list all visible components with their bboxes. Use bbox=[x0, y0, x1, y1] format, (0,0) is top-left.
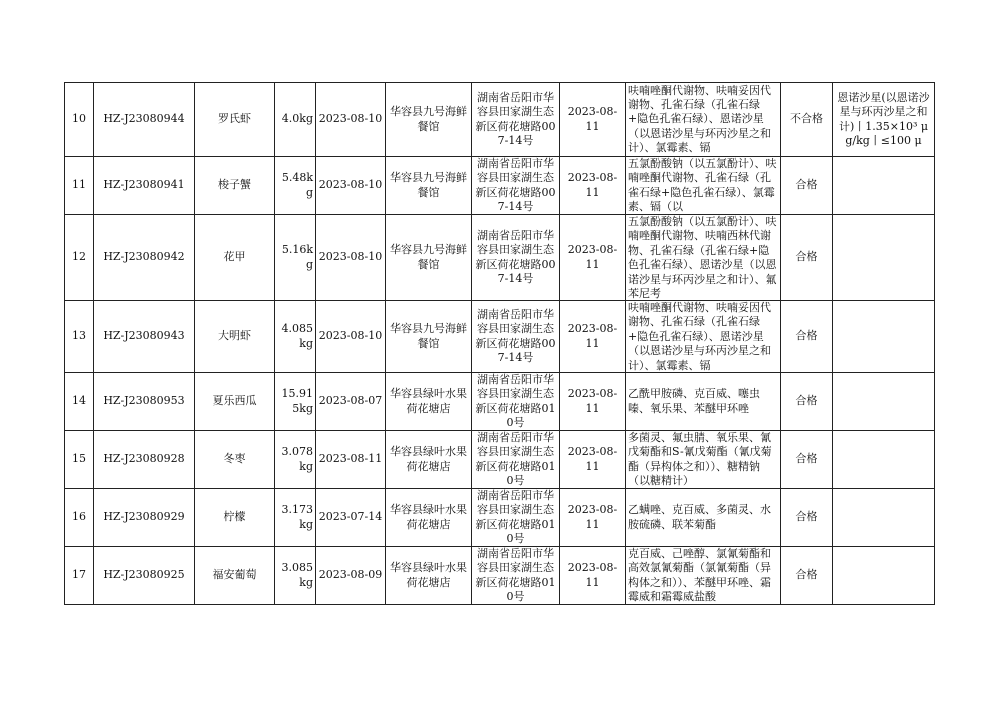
sampling-date: 2023-08-10 bbox=[316, 157, 386, 215]
test-items-text: 五氯酚酸钠（以五氯酚计）、呋喃唑酮代谢物、呋喃西林代谢物、孔雀石绿（孔雀石绿+隐色孔雀石绿）、恩诺沙星（以恩诺沙星与环丙沙星之和计）、氟苯尼考 bbox=[628, 215, 777, 300]
table-row bbox=[65, 215, 935, 301]
company-address-text: 湖南省岳阳市华容县田家湖生态新区荷花塘路010号 bbox=[475, 373, 556, 430]
inspection-results-table bbox=[64, 82, 935, 605]
report-date: 2023-08-11 bbox=[560, 301, 626, 373]
sampling-date: 2023-08-10 bbox=[316, 83, 386, 157]
table-row bbox=[65, 373, 935, 431]
sample-name: 冬枣 bbox=[195, 431, 275, 489]
nonconforming-note bbox=[833, 301, 935, 373]
sample-code: HZ-J23080929 bbox=[94, 489, 195, 547]
row-number: 10 bbox=[65, 83, 94, 157]
sample-quantity: 15.915kg bbox=[275, 373, 316, 431]
table-row bbox=[65, 547, 935, 605]
sampled-company: 华容县绿叶水果荷花塘店 bbox=[386, 373, 472, 431]
test-result: 不合格 bbox=[781, 83, 833, 157]
sample-code: HZ-J23080925 bbox=[94, 547, 195, 605]
row-number: 12 bbox=[65, 215, 94, 301]
test-items bbox=[626, 83, 781, 157]
sample-quantity: 3.085kg bbox=[275, 547, 316, 605]
sample-quantity: 4.085kg bbox=[275, 301, 316, 373]
sampling-date: 2023-07-14 bbox=[316, 489, 386, 547]
test-items-text: 克百威、己唑醇、氯氰菊酯和高效氯氰菊酯（氯氰菊酯（异构体之和））、苯醚甲环唑、霜霉威和霜霉威盐酸 bbox=[628, 547, 771, 604]
sample-code: HZ-J23080944 bbox=[94, 83, 195, 157]
sample-name: 大明虾 bbox=[195, 301, 275, 373]
test-items bbox=[626, 431, 781, 489]
test-items-text: 呋喃唑酮代谢物、呋喃妥因代谢物、孔雀石绿（孔雀石绿+隐色孔雀石绿）、恩诺沙星（以恩诺沙星与环丙沙星之和计）、氯霉素、镉 bbox=[628, 83, 771, 155]
sampled-company: 华容县九号海鲜餐馆 bbox=[386, 215, 472, 301]
report-date: 2023-08-11 bbox=[560, 215, 626, 301]
company-address-text: 湖南省岳阳市华容县田家湖生态新区荷花塘路010号 bbox=[475, 431, 556, 488]
test-items bbox=[626, 157, 781, 215]
sample-name: 福安葡萄 bbox=[195, 547, 275, 605]
sample-name: 梭子蟹 bbox=[195, 157, 275, 215]
sample-code: HZ-J23080943 bbox=[94, 301, 195, 373]
sampling-date: 2023-08-10 bbox=[316, 215, 386, 301]
sampling-date: 2023-08-09 bbox=[316, 547, 386, 605]
row-number: 17 bbox=[65, 547, 94, 605]
nonconforming-note bbox=[833, 431, 935, 489]
sample-code: HZ-J23080941 bbox=[94, 157, 195, 215]
test-result: 合格 bbox=[781, 373, 833, 431]
nonconforming-note bbox=[833, 373, 935, 431]
table-row bbox=[65, 301, 935, 373]
test-result: 合格 bbox=[781, 157, 833, 215]
company-address bbox=[472, 547, 560, 605]
nonconforming-note bbox=[833, 83, 935, 157]
row-number: 16 bbox=[65, 489, 94, 547]
nonconforming-note bbox=[833, 157, 935, 215]
table-row bbox=[65, 431, 935, 489]
sample-quantity: 3.173kg bbox=[275, 489, 316, 547]
sample-code: HZ-J23080928 bbox=[94, 431, 195, 489]
report-date: 2023-08-11 bbox=[560, 373, 626, 431]
sample-quantity: 4.0kg bbox=[275, 83, 316, 157]
sampled-company: 华容县绿叶水果荷花塘店 bbox=[386, 547, 472, 605]
company-address-text: 湖南省岳阳市华容县田家湖生态新区荷花塘路007-14号 bbox=[475, 307, 556, 364]
test-items bbox=[626, 489, 781, 547]
company-address bbox=[472, 83, 560, 157]
nonconforming-note-text: 恩诺沙星(以恩诺沙星与环丙沙星之和计)丨1.35×10³ μg/kg丨≤100 μ bbox=[837, 90, 930, 147]
test-items bbox=[626, 547, 781, 605]
company-address bbox=[472, 489, 560, 547]
sample-name: 罗氏虾 bbox=[195, 83, 275, 157]
sample-name: 夏乐西瓜 bbox=[195, 373, 275, 431]
sampling-date: 2023-08-11 bbox=[316, 431, 386, 489]
company-address bbox=[472, 157, 560, 215]
company-address-text: 湖南省岳阳市华容县田家湖生态新区荷花塘路010号 bbox=[475, 547, 556, 604]
test-items-text: 多菌灵、氟虫腈、氧乐果、氰戊菊酯和S-氰戊菊酯（氰戊菊酯（异构体之和））、糖精钠（以糖精计） bbox=[628, 431, 772, 488]
row-number: 11 bbox=[65, 157, 94, 215]
company-address bbox=[472, 373, 560, 431]
report-date: 2023-08-11 bbox=[560, 547, 626, 605]
test-items bbox=[626, 373, 781, 431]
test-result: 合格 bbox=[781, 489, 833, 547]
sample-code: HZ-J23080953 bbox=[94, 373, 195, 431]
report-date: 2023-08-11 bbox=[560, 431, 626, 489]
test-result: 合格 bbox=[781, 431, 833, 489]
sampling-date: 2023-08-10 bbox=[316, 301, 386, 373]
nonconforming-note bbox=[833, 489, 935, 547]
table-row bbox=[65, 489, 935, 547]
test-items-text: 五氯酚酸钠（以五氯酚计）、呋喃唑酮代谢物、孔雀石绿（孔雀石绿+隐色孔雀石绿）、氯霉素、镉（以 bbox=[628, 157, 777, 214]
test-items-text: 乙酰甲胺磷、克百威、噻虫嗪、氧乐果、苯醚甲环唑 bbox=[628, 387, 760, 415]
sampled-company: 华容县九号海鲜餐馆 bbox=[386, 157, 472, 215]
test-items bbox=[626, 215, 781, 301]
sample-name: 柠檬 bbox=[195, 489, 275, 547]
sample-name: 花甲 bbox=[195, 215, 275, 301]
company-address bbox=[472, 215, 560, 301]
test-items-text: 呋喃唑酮代谢物、呋喃妥因代谢物、孔雀石绿（孔雀石绿+隐色孔雀石绿）、恩诺沙星（以恩诺沙星与环丙沙星之和计）、氯霉素、镉 bbox=[628, 301, 771, 372]
report-date: 2023-08-11 bbox=[560, 489, 626, 547]
sampled-company: 华容县绿叶水果荷花塘店 bbox=[386, 431, 472, 489]
test-result: 合格 bbox=[781, 547, 833, 605]
table-row bbox=[65, 83, 935, 157]
sampling-date: 2023-08-07 bbox=[316, 373, 386, 431]
report-date: 2023-08-11 bbox=[560, 157, 626, 215]
row-number: 14 bbox=[65, 373, 94, 431]
company-address-text: 湖南省岳阳市华容县田家湖生态新区荷花塘路007-14号 bbox=[475, 228, 556, 285]
company-address-text: 湖南省岳阳市华容县田家湖生态新区荷花塘路007-14号 bbox=[475, 157, 556, 214]
table-row bbox=[65, 157, 935, 215]
sample-quantity: 5.16kg bbox=[275, 215, 316, 301]
company-address-text: 湖南省岳阳市华容县田家湖生态新区荷花塘路007-14号 bbox=[475, 90, 556, 147]
sample-quantity: 5.48kg bbox=[275, 157, 316, 215]
test-result: 合格 bbox=[781, 215, 833, 301]
report-date: 2023-08-11 bbox=[560, 83, 626, 157]
test-items bbox=[626, 301, 781, 373]
sample-quantity: 3.078kg bbox=[275, 431, 316, 489]
sampled-company: 华容县九号海鲜餐馆 bbox=[386, 301, 472, 373]
row-number: 15 bbox=[65, 431, 94, 489]
sampled-company: 华容县绿叶水果荷花塘店 bbox=[386, 489, 472, 547]
company-address bbox=[472, 301, 560, 373]
nonconforming-note bbox=[833, 215, 935, 301]
sample-code: HZ-J23080942 bbox=[94, 215, 195, 301]
nonconforming-note bbox=[833, 547, 935, 605]
row-number: 13 bbox=[65, 301, 94, 373]
test-items-text: 乙螨唑、克百威、多菌灵、水胺硫磷、联苯菊酯 bbox=[628, 503, 771, 531]
sampled-company: 华容县九号海鲜餐馆 bbox=[386, 83, 472, 157]
company-address-text: 湖南省岳阳市华容县田家湖生态新区荷花塘路010号 bbox=[475, 489, 556, 546]
company-address bbox=[472, 431, 560, 489]
test-result: 合格 bbox=[781, 301, 833, 373]
